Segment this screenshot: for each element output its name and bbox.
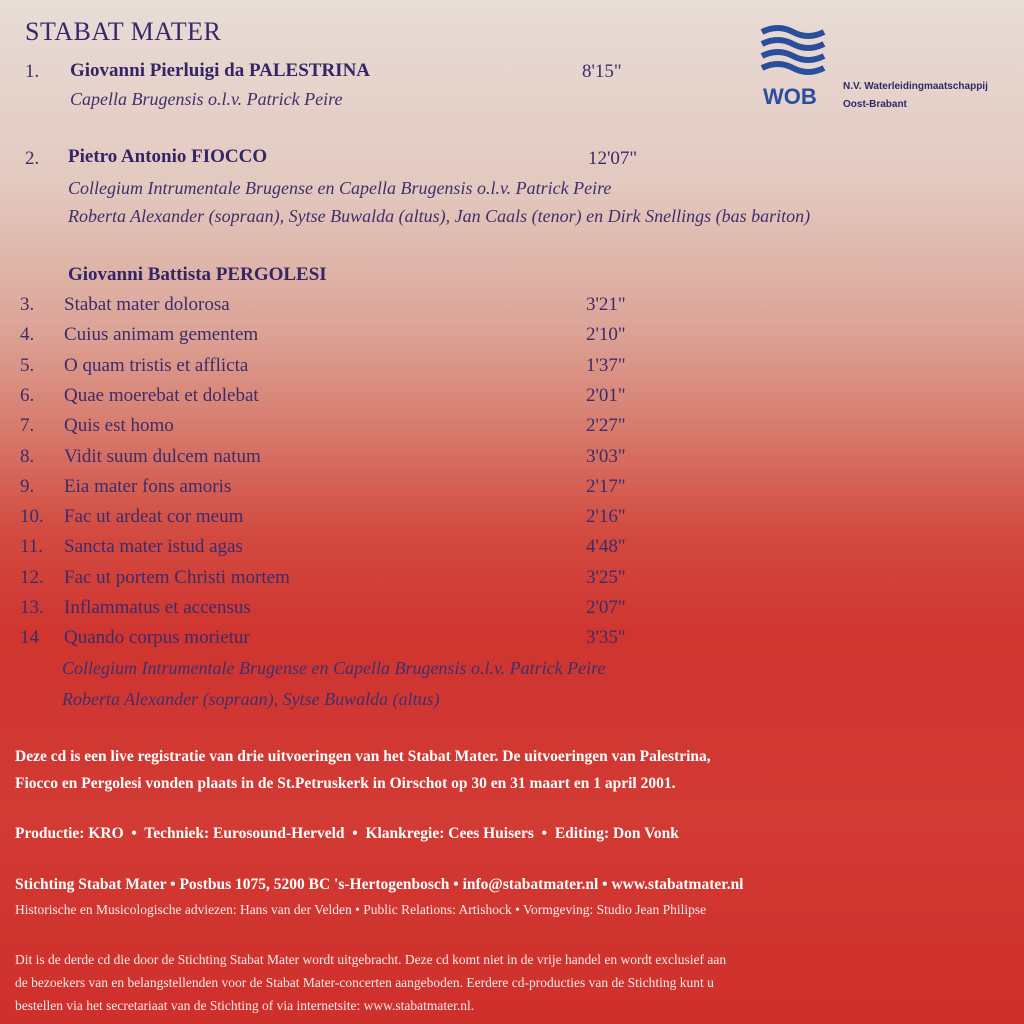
piece2-composer-last: FIOCCO — [191, 146, 268, 167]
piece1-time: 8'15" — [582, 61, 622, 82]
track-number: 10. — [20, 506, 44, 527]
notes-line-1: Deze cd is een live registratie van drie uitvoeringen van het Stabat Mater. De uitvoeringen van Palestrina, — [15, 748, 711, 765]
piece1-composer-last: PALESTRINA — [248, 60, 371, 81]
track-title: Quae moerebat et dolebat — [64, 385, 259, 406]
wave-icon — [760, 24, 826, 80]
track-time: 3'03" — [586, 446, 626, 467]
advice: Historische en Musicologische adviezen: Hans van der Velden • Public Relations: Artishock • Vormgeving: Studio Jean Philipse — [15, 902, 707, 917]
track-title: Inflammatus et accensus — [64, 597, 251, 618]
track-title: Cuius animam gementem — [64, 324, 259, 345]
notes-line-2: Fiocco en Pergolesi vonden plaats in de St.Petruskerk in Oirschot op 30 en 31 maart en 1 april 2001. — [15, 775, 676, 792]
track-number: 8. — [20, 446, 35, 467]
track-number: 3. — [20, 294, 35, 315]
track-title: Fac ut portem Christi mortem — [64, 567, 290, 588]
footer-line-1: Dit is de derde cd die door de Stichting Stabat Mater wordt uitgebracht. Deze cd komt niet in de vrije handel en wordt exclusief aan — [15, 952, 727, 967]
piece1-composer — [70, 60, 370, 82]
track-time: 2'01" — [586, 385, 626, 406]
pergolesi-composer-last: PERGOLESI — [215, 264, 327, 285]
track-time: 3'25" — [586, 567, 626, 588]
piece1-composer-first: Giovanni Pierluigi da — [70, 60, 245, 81]
logo-company-line2: Oost-Brabant — [843, 99, 907, 110]
track-time: 2'07" — [586, 597, 626, 618]
track-time: 4'48" — [586, 536, 626, 557]
track-time: 3'21" — [586, 294, 626, 315]
contact: Stichting Stabat Mater • Postbus 1075, 5200 BC 's-Hertogenbosch • info@stabatmater.nl • www.stabatmater.nl — [15, 876, 744, 893]
piece1-number: 1. — [25, 61, 40, 82]
track-title: Vidit suum dulcem natum — [64, 446, 261, 467]
credits: Productie: KRO • Techniek: Eurosound-Herveld • Klankregie: Cees Huisers • Editing: Don Vonk — [15, 825, 679, 842]
pergolesi-performers-2: Roberta Alexander (sopraan), Sytse Buwalda (altus) — [62, 689, 440, 709]
track-title: Stabat mater dolorosa — [64, 294, 230, 315]
footer-line-3: bestellen via het secretariaat van de Stichting of via internetsite: www.stabatmater.nl. — [15, 998, 475, 1013]
footer-line-2: de bezoekers van en belangstellenden voor de Stabat Mater-concerten aangeboden. Eerdere cd-producties van de Stichting kunt u — [15, 975, 714, 990]
track-number: 5. — [20, 355, 35, 376]
piece2-composer-first: Pietro Antonio — [68, 146, 187, 167]
logo-name: WOB — [763, 84, 817, 109]
track-title: Sancta mater istud agas — [64, 536, 243, 557]
track-number: 12. — [20, 567, 44, 588]
track-time: 2'10" — [586, 324, 626, 345]
pergolesi-composer — [68, 264, 327, 286]
track-time: 2'16" — [586, 506, 626, 527]
track-title: Eia mater fons amoris — [64, 476, 232, 497]
piece2-number: 2. — [25, 148, 40, 169]
track-title: Fac ut ardeat cor meum — [64, 506, 244, 527]
track-time: 2'17" — [586, 476, 626, 497]
piece2-performers-1: Collegium Intrumentale Brugense en Capella Brugensis o.l.v. Patrick Peire — [68, 178, 612, 198]
track-number: 11. — [20, 536, 44, 557]
track-number: 6. — [20, 385, 35, 406]
piece2-performers-2: Roberta Alexander (sopraan), Sytse Buwalda (altus), Jan Caals (tenor) en Dirk Snellings (bas bariton) — [68, 206, 811, 226]
pergolesi-composer-first: Giovanni Battista — [68, 264, 212, 285]
track-title: Quando corpus morietur — [64, 627, 250, 648]
piece2-composer — [68, 146, 267, 168]
track-number: 4. — [20, 324, 35, 345]
page-title: STABAT MATER — [25, 17, 222, 46]
track-number: 13. — [20, 597, 44, 618]
piece1-performers: Capella Brugensis o.l.v. Patrick Peire — [70, 89, 343, 109]
piece2-time: 12'07" — [588, 148, 638, 169]
track-number: 14 — [20, 627, 39, 648]
track-title: O quam tristis et afflicta — [64, 355, 249, 376]
track-number: 7. — [20, 415, 35, 436]
pergolesi-performers-1: Collegium Intrumentale Brugense en Capella Brugensis o.l.v. Patrick Peire — [62, 658, 606, 678]
logo-company-line1: N.V. Waterleidingmaatschappij — [843, 81, 988, 92]
track-time: 2'27" — [586, 415, 626, 436]
track-number: 9. — [20, 476, 35, 497]
track-time: 1'37" — [586, 355, 626, 376]
track-time: 3'35" — [586, 627, 626, 648]
track-title: Quis est homo — [64, 415, 174, 436]
